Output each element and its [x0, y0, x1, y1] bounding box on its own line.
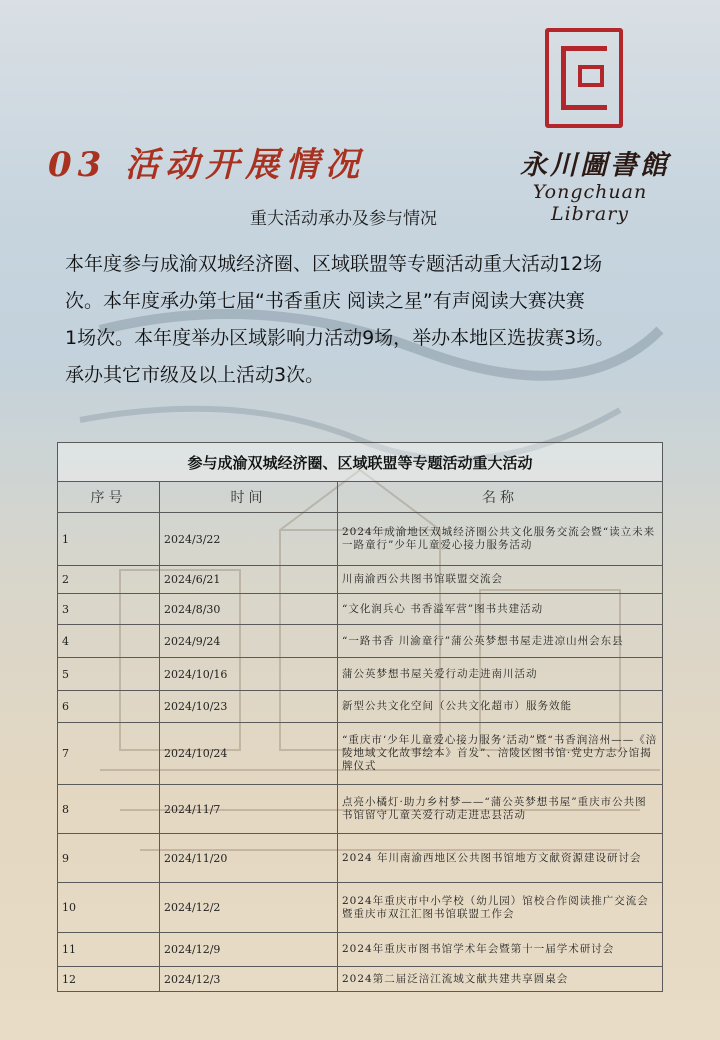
row-name: “重庆市‘少年儿童爱心接力服务’活动”暨“书香润涪州——《涪陵地域文化故事绘本》首发”、涪陵区图书馆·党史方志分馆揭牌仪式	[338, 723, 663, 785]
row-index: 3	[58, 594, 160, 625]
row-index: 2	[58, 566, 160, 594]
activities-table	[57, 442, 663, 992]
table-row	[58, 723, 663, 785]
subtitle: 重大活动承办及参与情况	[250, 209, 437, 229]
row-date: 2024/9/24	[160, 625, 338, 658]
table-row	[58, 594, 663, 625]
row-index: 10	[58, 883, 160, 933]
row-name: “文化润兵心 书香溢军营”图书共建活动	[338, 594, 663, 625]
row-date: 2024/11/7	[160, 785, 338, 834]
header-index: 序号	[58, 482, 160, 513]
table-row	[58, 625, 663, 658]
table-caption: 参与成渝双城经济圈、区域联盟等专题活动重大活动	[58, 443, 663, 482]
table-row	[58, 967, 663, 992]
seal-glyph-icon	[561, 46, 607, 110]
row-name: 2024年重庆市中小学校（幼儿园）馆校合作阅读推广交流会暨重庆市双江汇图书馆联盟工作会	[338, 883, 663, 933]
row-index: 12	[58, 967, 160, 992]
row-name: 2024年重庆市图书馆学术年会暨第十一届学术研讨会	[338, 933, 663, 967]
table-row	[58, 513, 663, 566]
row-date: 2024/11/20	[160, 834, 338, 883]
row-date: 2024/10/23	[160, 691, 338, 723]
row-name: 川南渝西公共图书馆联盟交流会	[338, 566, 663, 594]
table-row	[58, 691, 663, 723]
row-name: 2024年成渝地区双城经济圈公共文化服务交流会暨“读立未来 一路童行”少年儿童爱心接力服务活动	[338, 513, 663, 566]
row-index: 1	[58, 513, 160, 566]
table-row	[58, 933, 663, 967]
row-index: 4	[58, 625, 160, 658]
row-index: 8	[58, 785, 160, 834]
summary-line: 次。本年度承办第七届“书香重庆 阅读之星”有声阅读大赛决赛	[65, 290, 585, 312]
section-title: 03 活动开展情况	[48, 145, 366, 185]
summary-line: 1场次。本年度举办区域影响力活动9场，举办本地区选拔赛3场。	[65, 327, 615, 349]
header-name: 名称	[338, 482, 663, 513]
table-row	[58, 834, 663, 883]
row-date: 2024/6/21	[160, 566, 338, 594]
row-name: 新型公共文化空间（公共文化超市）服务效能	[338, 691, 663, 723]
row-date: 2024/3/22	[160, 513, 338, 566]
header-date: 时间	[160, 482, 338, 513]
table-row	[58, 566, 663, 594]
summary-paragraph	[65, 246, 670, 394]
table-row	[58, 883, 663, 933]
table-row	[58, 785, 663, 834]
row-name: 2024第二届泛涪江流域文献共建共享圆桌会	[338, 967, 663, 992]
row-index: 5	[58, 658, 160, 691]
row-date: 2024/12/9	[160, 933, 338, 967]
row-index: 9	[58, 834, 160, 883]
row-date: 2024/8/30	[160, 594, 338, 625]
row-name: 蒲公英梦想书屋关爱行动走进南川活动	[338, 658, 663, 691]
library-logo-chinese: 永川圖書館	[520, 150, 670, 181]
row-name: 2024 年川南渝西地区公共图书馆地方文献资源建设研讨会	[338, 834, 663, 883]
row-index: 7	[58, 723, 160, 785]
table-row	[58, 658, 663, 691]
row-name: 点亮小橘灯·助力乡村梦——“蒲公英梦想书屋”重庆市公共图书馆留守儿童关爱行动走进忠县活动	[338, 785, 663, 834]
summary-line: 本年度参与成渝双城经济圈、区域联盟等专题活动重大活动12场	[65, 253, 603, 275]
row-date: 2024/12/3	[160, 967, 338, 992]
row-index: 11	[58, 933, 160, 967]
row-date: 2024/12/2	[160, 883, 338, 933]
library-seal-logo	[545, 28, 623, 128]
row-index: 6	[58, 691, 160, 723]
library-logo-english: Yongchuan Library	[532, 181, 648, 225]
row-name: “一路书香 川渝童行”蒲公英梦想书屋走进凉山州会东县	[338, 625, 663, 658]
row-date: 2024/10/24	[160, 723, 338, 785]
summary-line: 承办其它市级及以上活动3次。	[65, 364, 325, 386]
row-date: 2024/10/16	[160, 658, 338, 691]
